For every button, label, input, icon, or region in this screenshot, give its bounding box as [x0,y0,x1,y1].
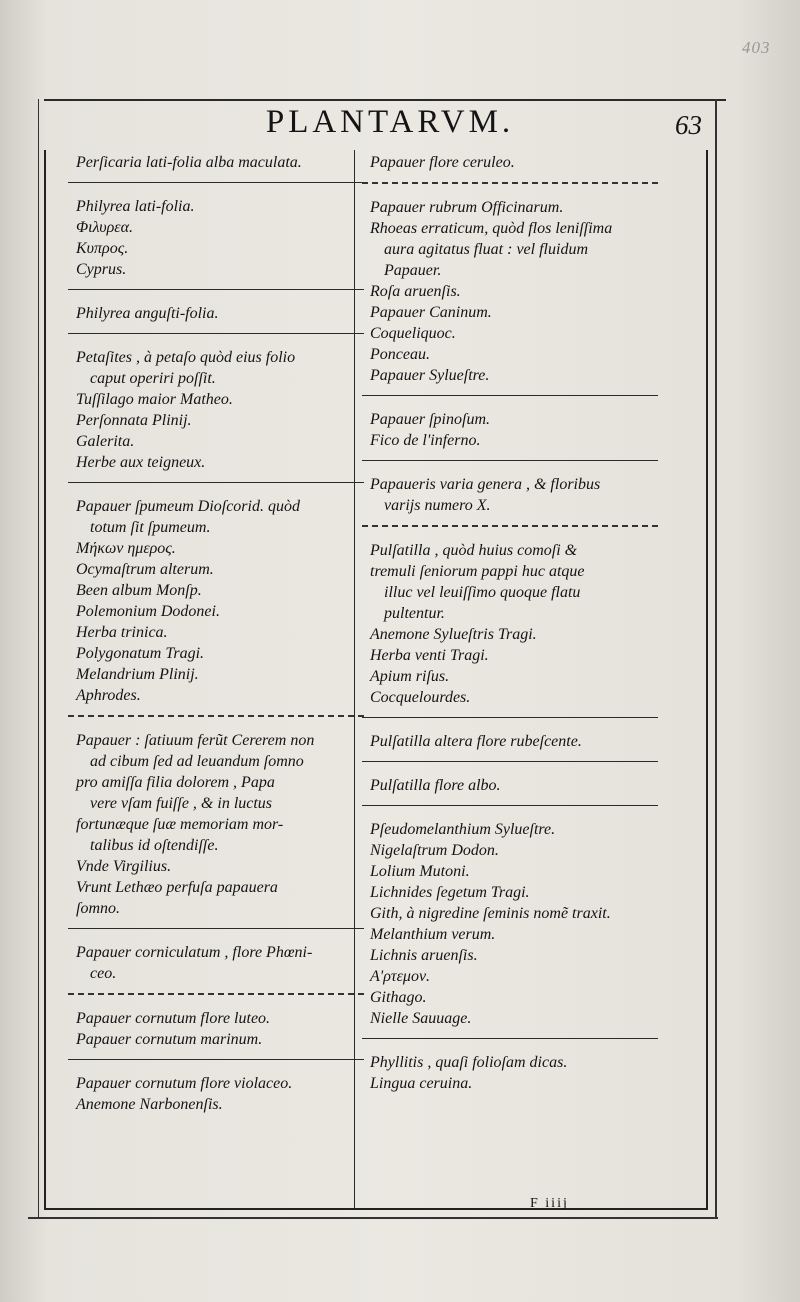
separator-rule [362,805,658,806]
entry-line: Nigelaſtrum Dodon. [370,842,499,859]
entry-line: Pulſatilla flore albo. [370,777,501,794]
separator-rule [362,761,658,762]
entry-line: fortunæque ſuæ memoriam mor- [76,816,284,833]
right-column [370,152,650,1094]
entry-line: Pſeudomelanthium Sylueſtre. [370,821,556,838]
separator-rule [68,993,364,995]
entry-line: Herba trinica. [76,624,168,641]
entry-line: Apium riſus. [370,668,450,685]
entry-line: Nielle Sauuage. [370,1010,472,1027]
entry-block [76,152,356,173]
entry-block [370,197,650,386]
margin-number: 403 [742,38,771,57]
separator-rule [68,1059,364,1060]
entry-line: tremuli ſeniorum pappi huc atque [370,563,585,580]
entry-line: Roſa aruenſis. [370,283,461,300]
separator-rule [68,333,364,334]
entry-block [76,942,356,984]
entry-line: ſomno. [76,900,120,917]
entry-line: Fico de l'inferno. [370,432,481,449]
entry-block [76,496,356,706]
entry-line: totum ſit ſpumeum. [90,519,211,536]
entry-block [76,1073,356,1115]
entry-block [370,731,650,752]
entry-line: Melandrium Plinij. [76,666,199,683]
entry-line: pultentur. [384,605,445,622]
entry-block [76,730,356,919]
entry-block [76,1008,356,1050]
page-number: 63 [675,110,702,140]
entry-line: varijs numero X. [384,497,491,514]
entry-line: Papauer corniculatum , flore Phœni- [76,944,313,961]
entry-line: Aphrodes. [76,687,141,704]
entry-line: Papauer. [384,262,442,279]
entry-block [370,819,650,1029]
entry-line: illuc vel leuiſſimo quoque flatu [384,584,581,601]
entry-line: Lichnides ſegetum Tragi. [370,884,530,901]
entry-line: Μήκων ημερος. [76,540,176,557]
entry-line: Githago. [370,989,427,1006]
separator-rule [362,460,658,461]
entry-line: Papauer : ſatiuum ferũt Cererem non [76,732,315,749]
entry-line: Gith, à nigredine ſeminis nomẽ traxit. [370,905,611,922]
entry-line: Papauer cornutum flore luteo. [76,1010,271,1027]
entry-line: Polemonium Dodonei. [76,603,220,620]
separator-rule [362,717,658,718]
entry-block [370,409,650,451]
entry-line: Κυπρος. [76,240,129,257]
separator-rule [362,1038,658,1039]
separator-rule [68,182,364,183]
entry-line: Lichnis aruenſis. [370,947,478,964]
entry-block [370,540,650,708]
left-column [76,152,356,1115]
entry-line: Ocymaſtrum alterum. [76,561,214,578]
entry-line: Perſicaria lati-folia alba maculata. [76,154,302,171]
separator-rule [68,928,364,929]
entry-line: ad cibum ſed ad leuandum ſomno [90,753,304,770]
running-header [60,100,720,146]
entry-block [76,347,356,473]
entry-line: Papauer Caninum. [370,304,492,321]
separator-rule [362,182,658,184]
entry-line: pro amiſſa filia dolorem , Papa [76,774,275,791]
entry-line: Vnde Virgilius. [76,858,172,875]
outer-frame-right [715,99,717,1217]
entry-line: Pulſatilla , quòd huius comoſi & [370,542,578,559]
entry-line: Philyrea anguſti-folia. [76,305,219,322]
separator-rule [68,482,364,483]
entry-line: Galerita. [76,433,135,450]
entry-line: vere vſam fuiſſe , & in luctus [90,795,273,812]
entry-line: Φιλυρεα. [76,219,134,236]
entry-line: Papauer ſpumeum Dioſcorid. quòd [76,498,300,515]
entry-line: Phyllitis , quaſi folioſam dicas. [370,1054,568,1071]
entry-block [370,1052,650,1094]
entry-block [76,303,356,324]
entry-line: Herba venti Tragi. [370,647,489,664]
entry-line: Lingua ceruina. [370,1075,473,1092]
entry-block [76,196,356,280]
entry-line: Papauer rubrum Officinarum. [370,199,564,216]
separator-rule [362,395,658,396]
entry-line: Herbe aux teigneux. [76,454,206,471]
entry-line: Anemone Narbonenſis. [76,1096,223,1113]
outer-frame-left [38,99,39,1219]
entry-line: Papauer ſpinoſum. [370,411,490,428]
entry-line: Pulſatilla altera flore rubeſcente. [370,733,582,750]
page-title: PLANTARVM. [265,104,515,140]
entry-block [370,474,650,516]
entry-block [370,775,650,796]
entry-line: Papaueris varia genera , & floribus [370,476,601,493]
entry-line: Papauer Sylueſtre. [370,367,490,384]
entry-line: caput operiri poſſit. [90,370,216,387]
entry-line: Ponceau. [370,346,430,363]
entry-line: Lolium Mutoni. [370,863,470,880]
entry-line: Cocquelourdes. [370,689,471,706]
entry-line: Papauer flore ceruleo. [370,154,515,171]
entry-line: Petaſites , à petaſo quòd eius folio [76,349,296,366]
entry-line: Rhoeas erraticum, quòd flos leniſſima [370,220,613,237]
separator-rule [68,289,364,290]
entry-line: Polygonatum Tragi. [76,645,205,662]
entry-line: Coqueliquoc. [370,325,456,342]
entry-line: Anemone Sylueſtris Tragi. [370,626,537,643]
entry-line: aura agitatus fluat : vel fluidum [384,241,588,258]
entry-line: Tuſſilago maior Matheo. [76,391,233,408]
entry-line: Papauer cornutum marinum. [76,1031,263,1048]
separator-rule [362,525,658,527]
entry-line: Melanthium verum. [370,926,496,943]
bottom-rule [28,1217,718,1219]
entry-block [370,152,650,173]
entry-line: Perſonnata Plinij. [76,412,192,429]
entry-line: Philyrea lati-folia. [76,198,195,215]
entry-line: Papauer cornutum flore violaceo. [76,1075,293,1092]
entry-line: Cyprus. [76,261,127,278]
separator-rule [68,715,364,717]
entry-line: ceo. [90,965,117,982]
entry-line: Vrunt Lethæo perfuſa papauera [76,879,278,896]
entry-line: talibus id oſtendiſſe. [90,837,219,854]
entry-line: Α'ρτεμον. [370,968,431,985]
entry-line: Been album Monſp. [76,582,202,599]
signature-mark: F iiij [530,1196,569,1211]
